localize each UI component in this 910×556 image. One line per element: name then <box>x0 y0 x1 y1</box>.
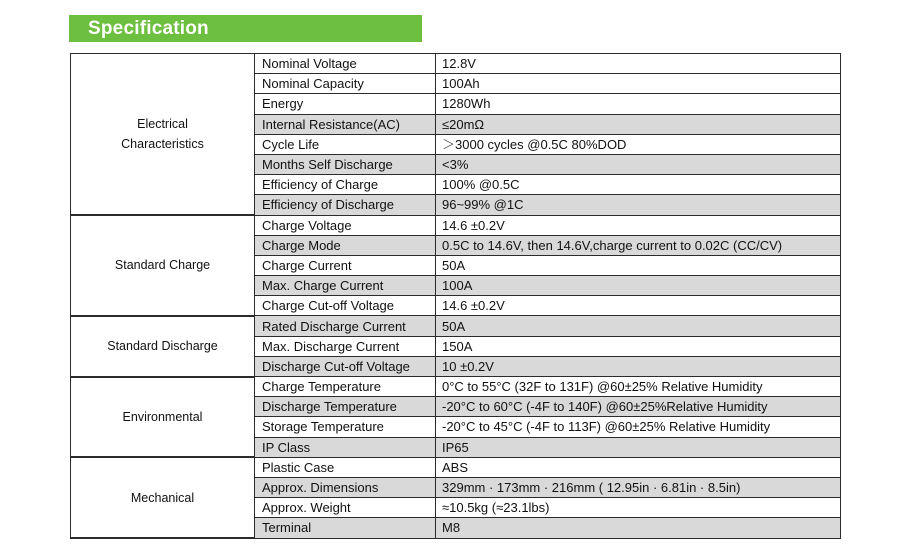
specification-table <box>70 53 841 539</box>
param-value: M8 <box>436 518 841 538</box>
param-value: 329mm · 173mm · 216mm ( 12.95in · 6.81in · 8.5in) <box>436 477 841 497</box>
param-label: IP Class <box>255 437 436 457</box>
param-value: 150A <box>436 336 841 356</box>
param-label: Efficiency of Discharge <box>255 195 436 215</box>
param-label: Discharge Temperature <box>255 397 436 417</box>
category-standard-charge: Standard Charge <box>71 215 255 316</box>
param-label: Storage Temperature <box>255 417 436 437</box>
param-value: ≤20mΩ <box>436 114 841 134</box>
param-label: Approx. Weight <box>255 498 436 518</box>
param-label: Energy <box>255 94 436 114</box>
table-row <box>71 215 841 235</box>
param-label: Approx. Dimensions <box>255 477 436 497</box>
category-environmental: Environmental <box>71 377 255 458</box>
param-label: Max. Charge Current <box>255 276 436 296</box>
param-value: <3% <box>436 154 841 174</box>
param-value: 0°C to 55°C (32F to 131F) @60±25% Relative Humidity <box>436 377 841 397</box>
param-value: ＞3000 cycles @0.5C 80%DOD <box>436 134 841 154</box>
param-label: Rated Discharge Current <box>255 316 436 336</box>
table-row <box>71 377 841 397</box>
param-value: 14.6 ±0.2V <box>436 296 841 316</box>
param-value: 100A <box>436 276 841 296</box>
param-label: Months Self Discharge <box>255 154 436 174</box>
param-value: 14.6 ±0.2V <box>436 215 841 235</box>
param-label: Max. Discharge Current <box>255 336 436 356</box>
param-label: Charge Temperature <box>255 377 436 397</box>
param-value: 100Ah <box>436 74 841 94</box>
param-value: -20°C to 60°C (-4F to 140F) @60±25%Relative Humidity <box>436 397 841 417</box>
param-label: Charge Voltage <box>255 215 436 235</box>
param-value: ABS <box>436 457 841 477</box>
param-label: Charge Mode <box>255 235 436 255</box>
param-label: Plastic Case <box>255 457 436 477</box>
param-value: 50A <box>436 255 841 275</box>
param-label: Efficiency of Charge <box>255 175 436 195</box>
section-header <box>69 15 422 42</box>
param-value: 10 ±0.2V <box>436 356 841 376</box>
param-label: Nominal Capacity <box>255 74 436 94</box>
category-standard-discharge: Standard Discharge <box>71 316 255 377</box>
section-title: Specification <box>88 18 209 39</box>
param-value: ≈10.5kg (≈23.1lbs) <box>436 498 841 518</box>
param-label: Charge Cut-off Voltage <box>255 296 436 316</box>
category-mechanical: Mechanical <box>71 457 255 538</box>
param-value: 96~99% @1C <box>436 195 841 215</box>
param-value: IP65 <box>436 437 841 457</box>
param-label: Discharge Cut-off Voltage <box>255 356 436 376</box>
table-row <box>71 457 841 477</box>
param-value: 0.5C to 14.6V, then 14.6V,charge current to 0.02C (CC/CV) <box>436 235 841 255</box>
param-value: 50A <box>436 316 841 336</box>
param-label: Cycle Life <box>255 134 436 154</box>
param-value: 12.8V <box>436 54 841 74</box>
param-label: Terminal <box>255 518 436 538</box>
table-row <box>71 316 841 336</box>
table-row <box>71 54 841 74</box>
param-value: -20°C to 45°C (-4F to 113F) @60±25% Relative Humidity <box>436 417 841 437</box>
category-electrical: Electrical Characteristics <box>71 54 255 216</box>
param-label: Charge Current <box>255 255 436 275</box>
param-label: Nominal Voltage <box>255 54 436 74</box>
param-label: Internal Resistance(AC) <box>255 114 436 134</box>
param-value: 1280Wh <box>436 94 841 114</box>
param-value: 100% @0.5C <box>436 175 841 195</box>
